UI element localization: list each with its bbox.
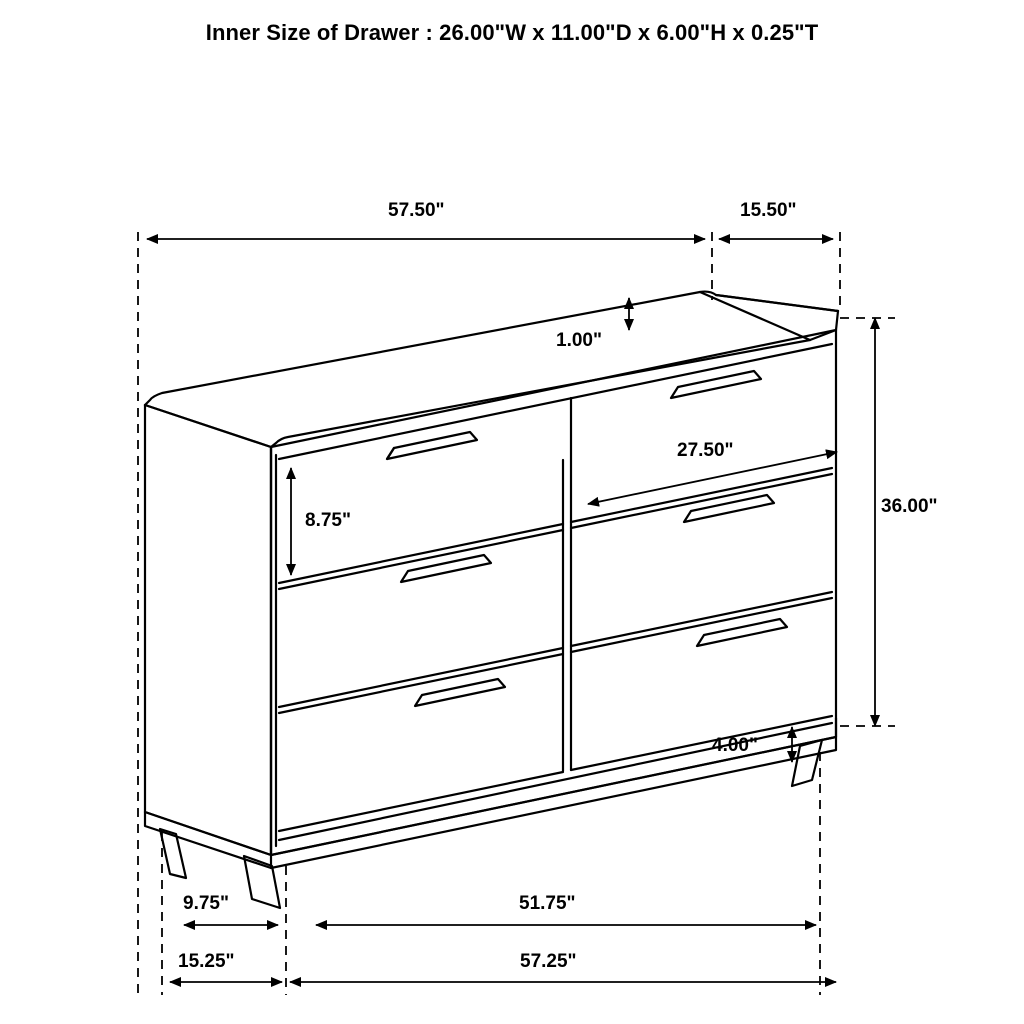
dimension-label-top-lip-height: 1.00": [556, 330, 602, 351]
page-title: Inner Size of Drawer : 26.00"W x 11.00"D x 6.00"H x 0.25"T: [205, 20, 819, 45]
dimension-label-base-depth: 15.25": [178, 951, 235, 972]
dimension-label-overall-height: 36.00": [881, 496, 938, 517]
dimension-label-base-width: 57.25": [520, 951, 577, 972]
dimension-label-drawer-front-width: 27.50": [677, 440, 734, 461]
dimension-label-base-inner-width: 51.75": [519, 893, 576, 914]
dresser-body: [145, 292, 838, 908]
dimension-lines: [138, 232, 895, 995]
dimension-label-drawer-front-height: 8.75": [305, 510, 351, 531]
dimension-label-top-width: 57.50": [388, 200, 445, 221]
dimension-label-top-right-depth: 15.50": [740, 200, 797, 221]
dimension-label-leg-height: 4.00": [712, 735, 758, 756]
dimension-label-leg-offset: 9.75": [183, 893, 229, 914]
